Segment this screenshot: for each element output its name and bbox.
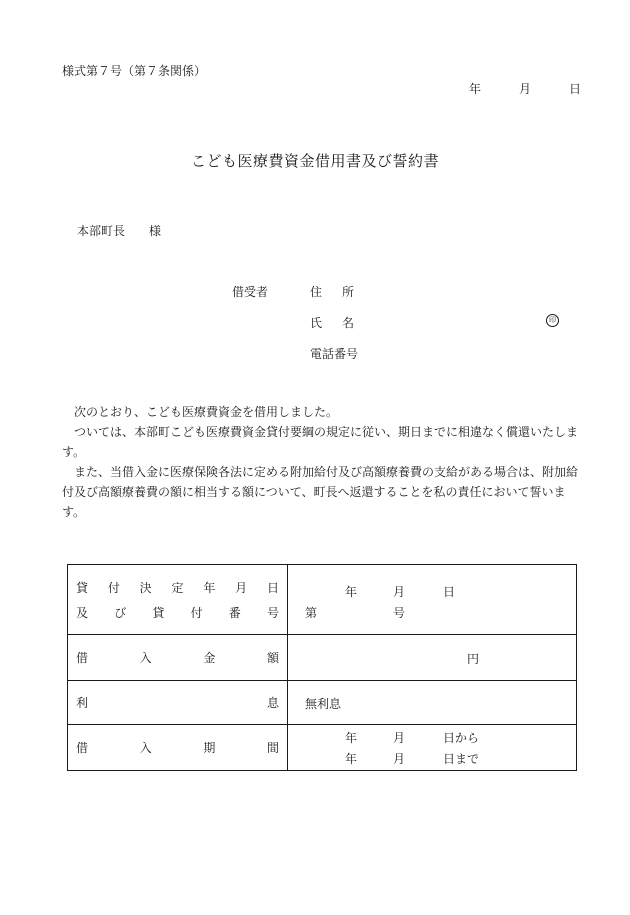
- decision-month: 月: [393, 585, 406, 599]
- loan-number-label: 及 び 貸 付 番 号: [76, 605, 279, 620]
- table-row-decision-date: [68, 565, 577, 635]
- addressee: [77, 222, 161, 239]
- address-label: 住所: [310, 285, 375, 299]
- period-start-year: 年: [345, 731, 358, 745]
- loan-details-table: [67, 564, 577, 771]
- loan-period-value-cell: [288, 725, 577, 771]
- body-paragraph-3: また、当借入金に医療保険各法に定める附加給付及び高額療養費の支給がある場合は、附加給付及び高額療養費の額に相当する額について、町長へ返還することを私の責任において誓います。: [62, 465, 579, 519]
- table-row-loan-amount: [68, 635, 577, 681]
- table-row-loan-period: [68, 725, 577, 771]
- date-year: 年: [469, 82, 482, 96]
- loan-number-prefix: 第: [305, 606, 318, 620]
- loan-period-label-cell: [68, 725, 288, 771]
- form-number: 様式第７号（第７条関係）: [62, 64, 207, 78]
- date-month: 月: [519, 82, 532, 96]
- period-start-day: 日から: [443, 731, 480, 745]
- seal-mark: 印: [546, 314, 559, 327]
- loan-amount-value-cell: [288, 635, 577, 681]
- addressee-name: 本部町長: [77, 224, 126, 238]
- loan-period-label: 借 入 期 間: [76, 741, 279, 755]
- yen-unit: 円: [467, 652, 480, 666]
- name-label: 氏名: [310, 316, 375, 330]
- loan-number-suffix: 号: [393, 606, 406, 620]
- interest-value-cell: [288, 681, 577, 725]
- date-day: 日: [569, 82, 582, 96]
- body-paragraph-1: 次のとおり、こども医療費資金を借用しました。: [74, 405, 339, 419]
- period-end-year: 年: [345, 752, 358, 766]
- period-end-day: 日まで: [443, 752, 480, 766]
- table-row-interest: [68, 681, 577, 725]
- addressee-honorific: 様: [149, 224, 162, 238]
- decision-day: 日: [443, 585, 456, 599]
- borrower-label: 借受者: [232, 285, 269, 299]
- interest-label: 利 息: [76, 696, 279, 710]
- period-end-month: 月: [393, 752, 406, 766]
- decision-date-value-cell: [288, 565, 577, 635]
- decision-date-label: 貸 付 決 定 年 月 日: [76, 580, 279, 595]
- body-text: [62, 402, 580, 522]
- decision-date-label-cell: [68, 565, 288, 635]
- body-paragraph-2: ついては、本部町こども医療費資金貸付要綱の規定に従い、期日までに相違なく償還いたします。: [62, 425, 579, 459]
- loan-amount-label: 借 入 金 額: [76, 651, 279, 665]
- period-start-month: 月: [393, 731, 406, 745]
- phone-label: 電話番号: [310, 347, 359, 361]
- interest-label-cell: [68, 681, 288, 725]
- document-title: こども医療費資金借用書及び誓約書: [190, 152, 439, 170]
- interest-value: 無利息: [305, 697, 342, 711]
- decision-year: 年: [345, 585, 358, 599]
- loan-amount-label-cell: [68, 635, 288, 681]
